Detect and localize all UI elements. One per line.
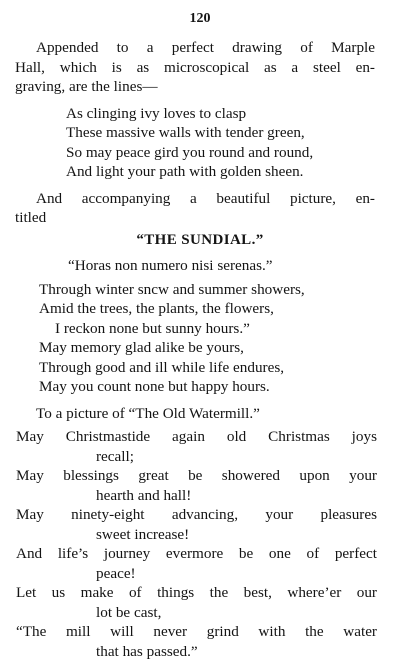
sundial-heading: “THE SUNDIAL.” xyxy=(0,231,400,251)
ivy-verse-line-3: So may peace gird you round and round, xyxy=(66,143,400,163)
watermill-verse-line-4-cont: peace! xyxy=(96,564,400,584)
ivy-verse-line-4: And light your path with golden sheen. xyxy=(66,162,400,182)
ivy-verse-line-2: These massive walls with tender green, xyxy=(66,123,400,143)
ivy-verse xyxy=(0,104,400,182)
watermill-verse-line-1-cont: recall; xyxy=(96,447,400,467)
page-body xyxy=(0,38,400,661)
watermill-verse xyxy=(0,427,400,661)
intro-line-1: Appended to a perfect drawing of Marple xyxy=(36,38,375,58)
watermill-verse-line-3: May ninety-eight advancing, your pleasures xyxy=(16,505,377,525)
watermill-verse-line-6: “The mill will never grind with the water xyxy=(16,622,377,642)
sundial-verse-line-1: Through winter sncw and summer showers, xyxy=(39,280,400,300)
sundial-verse xyxy=(0,280,400,397)
sundial-verse-line-4: May memory glad alike be yours, xyxy=(39,338,400,358)
watermill-verse-line-4: And life’s journey evermore be one of perfect xyxy=(16,544,377,564)
watermill-verse-line-2-cont: hearth and hall! xyxy=(96,486,400,506)
watermill-verse-line-5: Let us make of things the best, where’er our xyxy=(16,583,377,603)
sundial-intro-line-1: And accompanying a beautiful picture, en- xyxy=(36,189,375,209)
sundial-intro-paragraph xyxy=(0,189,400,228)
latin-motto: “Horas non numero nisi serenas.” xyxy=(68,256,400,276)
sundial-verse-line-5: Through good and ill while life endures, xyxy=(39,358,400,378)
page-number: 120 xyxy=(0,11,400,27)
ivy-verse-line-1: As clinging ivy loves to clasp xyxy=(66,104,400,124)
sundial-verse-line-6: May you count none but happy hours. xyxy=(39,377,400,397)
intro-paragraph xyxy=(0,38,400,97)
watermill-verse-line-5-cont: lot be cast, xyxy=(96,603,400,623)
watermill-intro: To a picture of “The Old Watermill.” xyxy=(36,404,400,424)
sundial-verse-line-2: Amid the trees, the plants, the flowers, xyxy=(39,299,400,319)
intro-line-3: graving, are the lines— xyxy=(15,77,400,97)
sundial-verse-line-3: I reckon none but sunny hours.” xyxy=(55,319,400,339)
intro-line-2: Hall, which is as microscopical as a steel en- xyxy=(15,58,375,78)
watermill-verse-line-1: May Christmastide again old Christmas joys xyxy=(16,427,377,447)
sundial-intro-line-2: titled xyxy=(15,208,400,228)
watermill-verse-line-6-cont: that has passed.” xyxy=(96,642,400,661)
watermill-verse-line-3-cont: sweet increase! xyxy=(96,525,400,545)
watermill-verse-line-2: May blessings great be showered upon your xyxy=(16,466,377,486)
